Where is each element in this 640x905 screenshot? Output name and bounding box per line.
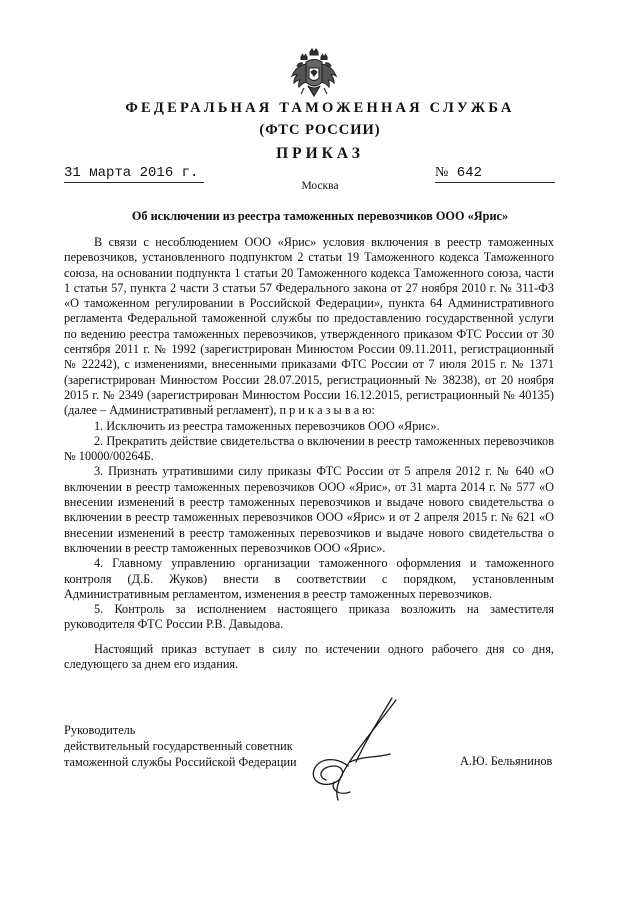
coat-of-arms-icon xyxy=(290,48,338,102)
order-item-5: 5. Контроль за исполнением настоящего приказа возложить на заместителя руководителя ФТС России Р.В. Давыдова. xyxy=(64,602,554,632)
order-number: 642 xyxy=(456,165,482,181)
order-date: 31 марта 2016 г. xyxy=(64,165,204,183)
order-item-2: 2. Прекратить действие свидетельства о включении в реестр таможенных перевозчиков № 10000/00264Б. xyxy=(64,433,554,464)
signer-title-line: действительный государственный советник xyxy=(64,738,293,753)
number-sign: № xyxy=(435,165,449,180)
signer-title-line: Руководитель xyxy=(64,723,136,737)
org-name: ФЕДЕРАЛЬНАЯ ТАМОЖЕННАЯ СЛУЖБА xyxy=(125,100,515,116)
org-abbreviation: (ФТС РОССИИ) xyxy=(259,122,381,138)
document-body xyxy=(64,235,554,672)
document-subject: Об исключении из реестра таможенных перевозчиков ООО «Ярис» xyxy=(131,209,509,223)
signer-title-line: таможенной службы Российской Федерации xyxy=(64,754,297,769)
preamble-paragraph: В связи с несоблюдением ООО «Ярис» условия включения в реестр таможенных перевозчиков, установленного подпунктом 2 статьи 19 Таможенного кодекса Таможенного союза, на основании подпункта 1 статьи 20 Таможенного кодекса Таможенного союза, части 1 статьи 57, пункта 2 части 3 статьи 57 Федерального закона от 27 ноября 2010 г. № 311-ФЗ «О таможенном регулировании в Российской Федерации», пункта 64 Административного регламента Федеральной таможенной службы по предоставлению государственной услуги по ведению реестра таможенных перевозчиков, утвержденного приказом ФТС России от 30 сентября 2011 г. № 1992 (зарегистрирован Минюстом России 09.11.2011, регистрационный № 22242), с изменениями, внесенными приказами ФТС России от 7 июля 2015 г. № 1371 (зарегистрирован Минюстом России 28.07.2015, регистрационный № 38238), от 20 ноября 2015 г. № 2349 (зарегистрирован Минюстом России 16.12.2015, регистрационный № 40135) (далее – Административный регламент), п р и к а з ы в а ю: xyxy=(64,235,554,418)
document-type: ПРИКАЗ xyxy=(276,145,364,162)
effective-date-paragraph: Настоящий приказ вступает в силу по истечении одного рабочего дня со дня, следующего за днем его издания. xyxy=(64,641,554,672)
signer-title-block xyxy=(64,723,297,770)
order-item-3: 3. Признать утратившими силу приказы ФТС России от 5 апреля 2012 г. № 640 «О включении в реестр таможенных перевозчиков ООО «Ярис», от 31 марта 2014 г. № 577 «О внесении изменений в реестр таможенных перевозчиков и выдаче нового свидетельства о включении в реестр таможенных перевозчиков ООО «Ярис» и от 2 апреля 2015 г. № 621 «О внесении изменений в реестр таможенных перевозчиков и выдаче нового свидетельства о включении в реестр таможенных перевозчиков ООО «Ярис». xyxy=(64,464,554,555)
handwritten-signature-icon xyxy=(300,696,440,806)
order-item-4: 4. Главному управлению организации таможенного оформления и таможенного контроля (Д.Б. Жуков) внести в соответствии с порядком, установленным Административным регламентом, изменения в реестр таможенных перевозчиков. xyxy=(64,556,554,601)
order-item-1: 1. Исключить из реестра таможенных перевозчиков ООО «Ярис». xyxy=(94,418,440,433)
order-city: Москва xyxy=(301,180,339,192)
signer-name: А.Ю. Бельянинов xyxy=(460,754,553,768)
